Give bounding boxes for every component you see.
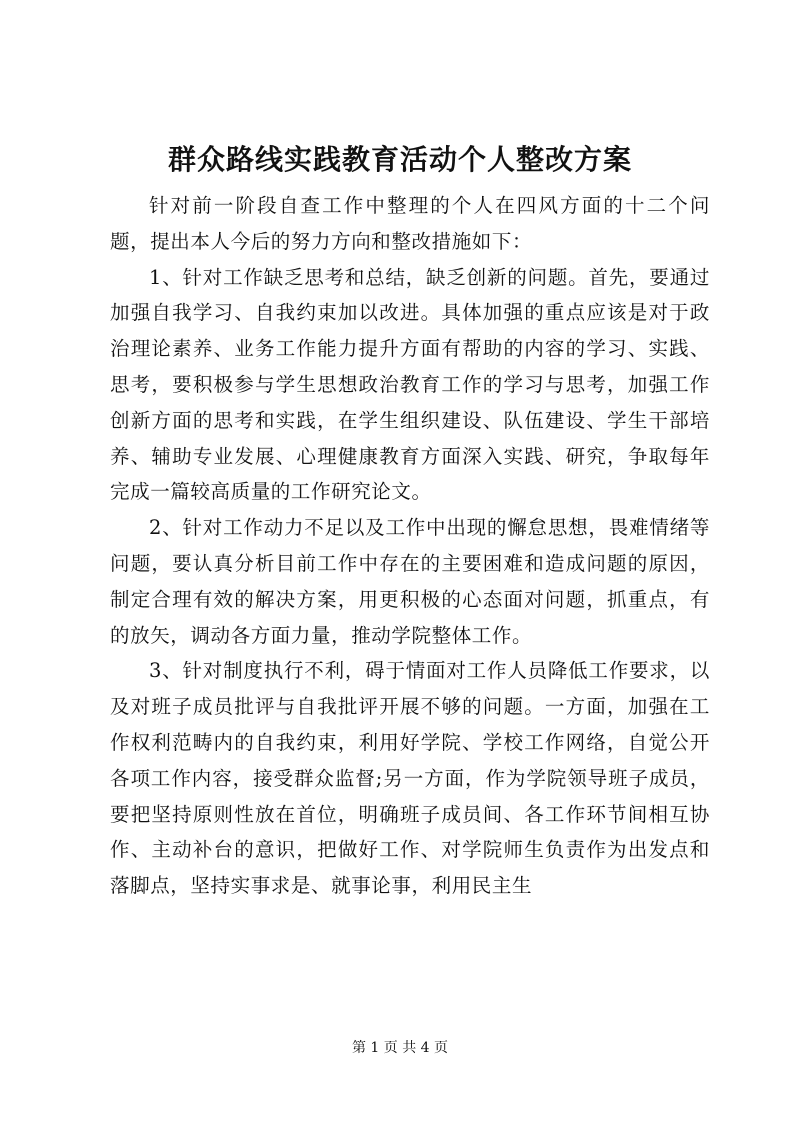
paragraph-intro: 针对前一阶段自查工作中整理的个人在四风方面的十二个问题，提出本人今后的努力方向和整改措施如下： (110, 194, 710, 253)
paragraph-item-3: 3、针对制度执行不利，碍于情面对工作人员降低工作要求，以及对班子成员批评与自我批评开展不够的问题。一方面，加强在工作权利范畴内的自我约束，利用好学院、学校工作网络，自觉公开各项工作内容，接受群众监督;另一方面，作为学院领导班子成员，要把坚持原则性放在首位，明确班子成员间、各工作环节间相互协作、主动补台的意识，把做好工作、对学院师生负责作为出发点和落脚点，坚持实事求是、就事论事，利用民主生 (110, 659, 710, 898)
document-title: 群众路线实践教育活动个人整改方案 (167, 143, 632, 176)
document-body (110, 188, 710, 904)
page-number-footer: 第 1 页 共 4 页 (351, 1040, 449, 1056)
paragraph-item-2: 2、针对工作动力不足以及工作中出现的懈怠思想，畏难情绪等问题，要认真分析目前工作中存在的主要困难和造成问题的原因，制定合理有效的解决方案，用更积极的心态面对问题，抓重点，有的放矢，调动各方面力量，推动学院整体工作。 (110, 516, 710, 647)
paragraph-item-1: 1、针对工作缺乏思考和总结，缺乏创新的问题。首先，要通过加强自我学习、自我约束加以改进。具体加强的重点应该是对于政治理论素养、业务工作能力提升方面有帮助的内容的学习、实践、思考，要积极参与学生思想政治教育工作的学习与思考，加强工作创新方面的思考和实践，在学生组织建设、队伍建设、学生干部培养、辅助专业发展、心理健康教育方面深入实践、研究，争取每年完成一篇较高质量的工作研究论文。 (110, 265, 710, 504)
